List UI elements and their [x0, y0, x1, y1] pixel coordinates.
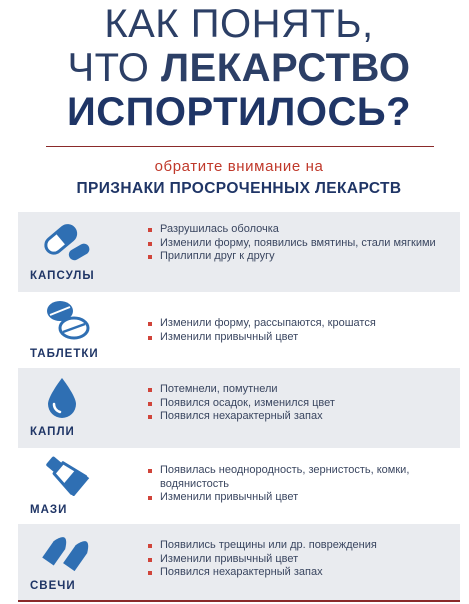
section-drops	[18, 368, 460, 448]
list-item: Изменили привычный цвет	[146, 331, 446, 345]
section-tablets	[18, 292, 460, 368]
section-ointments	[18, 448, 460, 524]
list-item: Появился осадок, изменился цвет	[146, 397, 446, 411]
subtitle-heading: ПРИЗНАКИ ПРОСРОЧЕННЫХ ЛЕКАРСТВ	[76, 180, 402, 197]
section-label-tablets: ТАБЛЕТКИ	[30, 348, 99, 360]
section-label-drops: КАПЛИ	[30, 426, 75, 438]
section-items-suppositories	[146, 539, 446, 580]
list-item: Прилипли друг к другу	[146, 250, 446, 264]
title-line-1: КАК ПОНЯТЬ,	[104, 2, 374, 46]
list-item: Появилась неоднородность, зернистость, комки, водянистость	[146, 464, 446, 491]
list-item: Появился нехарактерный запах	[146, 566, 446, 580]
section-label-capsules: КАПСУЛЫ	[30, 270, 95, 282]
section-items-capsules	[146, 223, 446, 264]
infographic	[18, 0, 460, 604]
bottom-divider	[18, 600, 460, 602]
title-divider	[46, 146, 434, 147]
list-item: Разрушилась оболочка	[146, 223, 446, 237]
page-title	[18, 2, 460, 134]
section-items-ointments	[146, 464, 446, 505]
suppository-icon	[40, 530, 94, 574]
title-line-2-bold: ЛЕКАРСТВО	[160, 46, 411, 90]
list-item: Изменили привычный цвет	[146, 491, 446, 505]
list-item: Изменили привычный цвет	[146, 553, 446, 567]
list-item: Появился нехарактерный запах	[146, 410, 446, 424]
list-item: Появились трещины или др. повреждения	[146, 539, 446, 553]
title-line-3: ИСПОРТИЛОСЬ?	[66, 90, 412, 134]
list-item: Потемнели, помутнели	[146, 383, 446, 397]
section-label-suppositories: СВЕЧИ	[30, 580, 76, 592]
section-label-ointments: МАЗИ	[30, 504, 68, 516]
title-line-2	[18, 46, 460, 90]
section-capsules	[18, 212, 460, 292]
section-items-tablets	[146, 317, 446, 344]
section-items-drops	[146, 383, 446, 424]
list-item: Изменили форму, рассыпаются, крошатся	[146, 317, 446, 331]
title-line-2-prefix: ЧТО	[67, 46, 161, 90]
list-item: Изменили форму, появились вмятины, стали мягкими	[146, 237, 446, 251]
capsule-icon	[40, 220, 94, 264]
subtitle-hint: обратите внимание на	[154, 158, 324, 175]
tablet-icon	[40, 298, 94, 342]
ointment-tube-icon	[40, 452, 94, 496]
drop-icon	[40, 376, 94, 420]
section-suppositories	[18, 524, 460, 600]
